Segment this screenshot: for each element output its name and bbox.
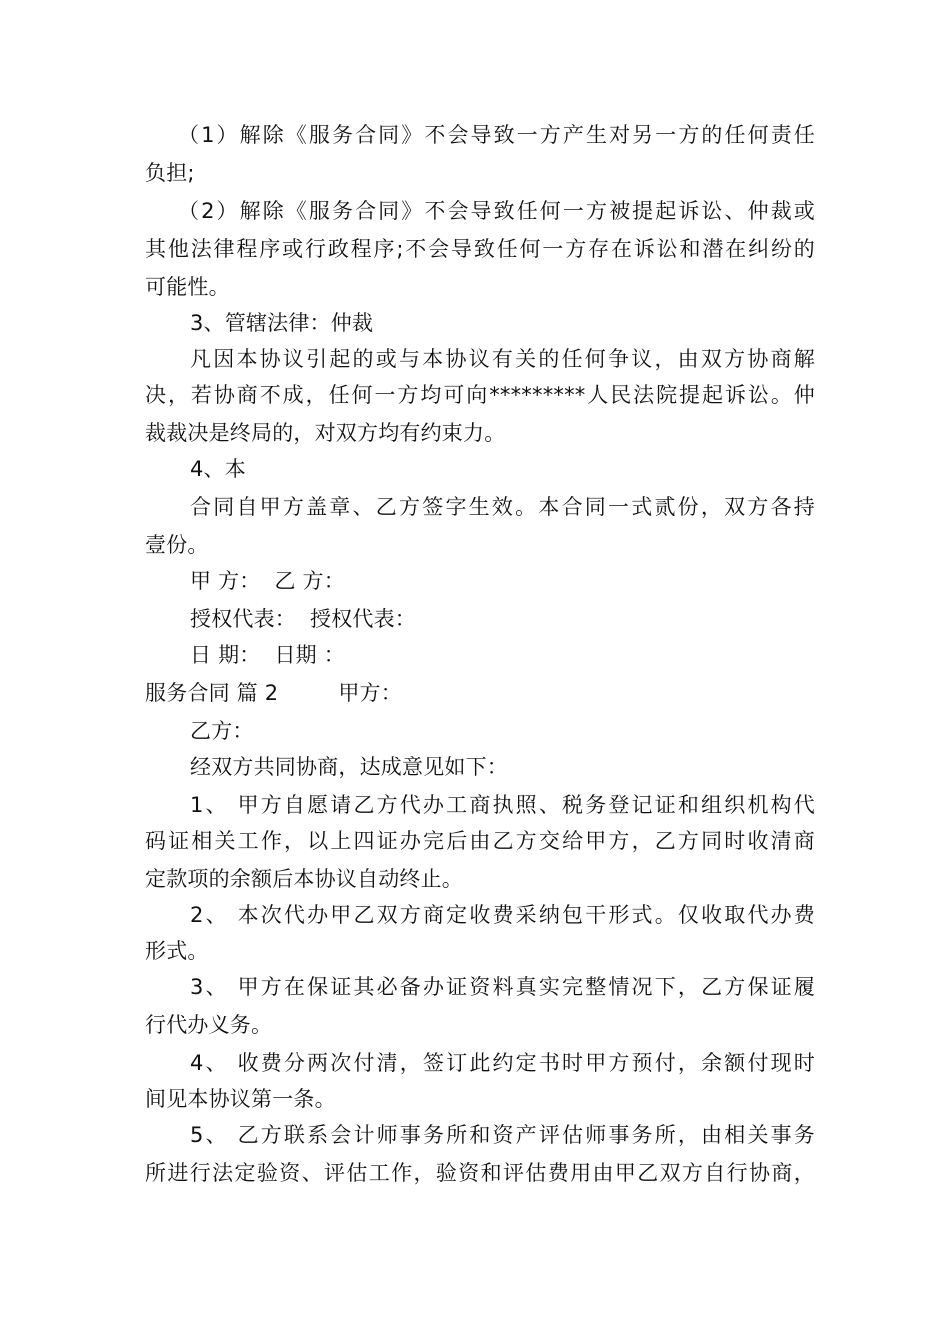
paragraph-line: 其他法律程序或行政程序;不会导致任何一方存在诉讼和潜在纠纷的	[145, 237, 815, 261]
section-title-row	[145, 674, 815, 712]
paragraph-line: （1）解除《服务合同》不会导致一方产生对另一方的任何责任	[178, 123, 815, 147]
paragraph-line: 可能性。	[145, 275, 230, 299]
paragraph-line: 凡因本协议引起的或与本协议有关的任何争议，由双方协商解	[190, 347, 815, 371]
date-b-label: 日期 ：	[274, 643, 345, 667]
paragraph-line: 裁裁决是终局的，对双方均有约束力。	[145, 421, 506, 445]
list-item-line: 2、 本次代办甲乙双方商定收费采纳包干形式。仅收取代办费	[190, 903, 815, 927]
intro-line: 经双方共同协商，达成意见如下：	[190, 755, 508, 779]
rep-b-label: 授权代表：	[310, 607, 416, 631]
party-b-label: 乙 方：	[274, 569, 345, 593]
signature-rep-row	[190, 600, 815, 638]
list-item-line: 4、 收费分两次付清，签订此约定书时甲方预付，余额付现时	[190, 1051, 815, 1075]
paragraph-line: 合同自甲方盖章、乙方签字生效。本合同一式贰份，双方各持	[190, 495, 815, 519]
party-a-label: 甲 方：	[190, 569, 261, 593]
party-a-label: 甲方：	[338, 681, 402, 705]
list-item-line: 形式。	[145, 939, 209, 963]
list-item-line: 码证相关工作，以上四证办完后由乙方交给甲方，乙方同时收清商	[145, 829, 815, 853]
list-item-line: 1、 甲方自愿请乙方代办工商执照、税务登记证和组织机构代	[190, 793, 815, 817]
section-heading: 3、管辖法律：仲裁	[190, 311, 374, 335]
list-item-line: 行代办义务。	[145, 1013, 273, 1037]
list-item-line: 定款项的余额后本协议自动终止。	[145, 867, 463, 891]
date-a-label: 日 期：	[190, 643, 261, 667]
signature-date-row	[190, 636, 815, 674]
section-title: 服务合同 篇 2	[145, 681, 279, 705]
section-heading: 4、本	[190, 457, 246, 481]
paragraph-line: 壹份。	[145, 533, 209, 557]
rep-a-label: 授权代表：	[190, 607, 296, 631]
list-item-line: 间见本协议第一条。	[145, 1087, 336, 1111]
list-item-line: 所进行法定验资、评估工作，验资和评估费用由甲乙双方自行协商，	[145, 1161, 815, 1185]
list-item-line: 3、 甲方在保证其必备办证资料真实完整情况下，乙方保证履	[190, 975, 815, 999]
paragraph-line: （2）解除《服务合同》不会导致任何一方被提起诉讼、仲裁或	[178, 199, 815, 223]
paragraph-line: 负担;	[145, 161, 195, 185]
paragraph-line: 决，若协商不成，任何一方均可向*********人民法院提起诉讼。仲	[145, 383, 815, 407]
list-item-line: 5、 乙方联系会计师事务所和资产评估师事务所，由相关事务	[190, 1123, 815, 1147]
signature-party-row	[190, 562, 815, 600]
party-b-line: 乙方：	[190, 719, 254, 743]
